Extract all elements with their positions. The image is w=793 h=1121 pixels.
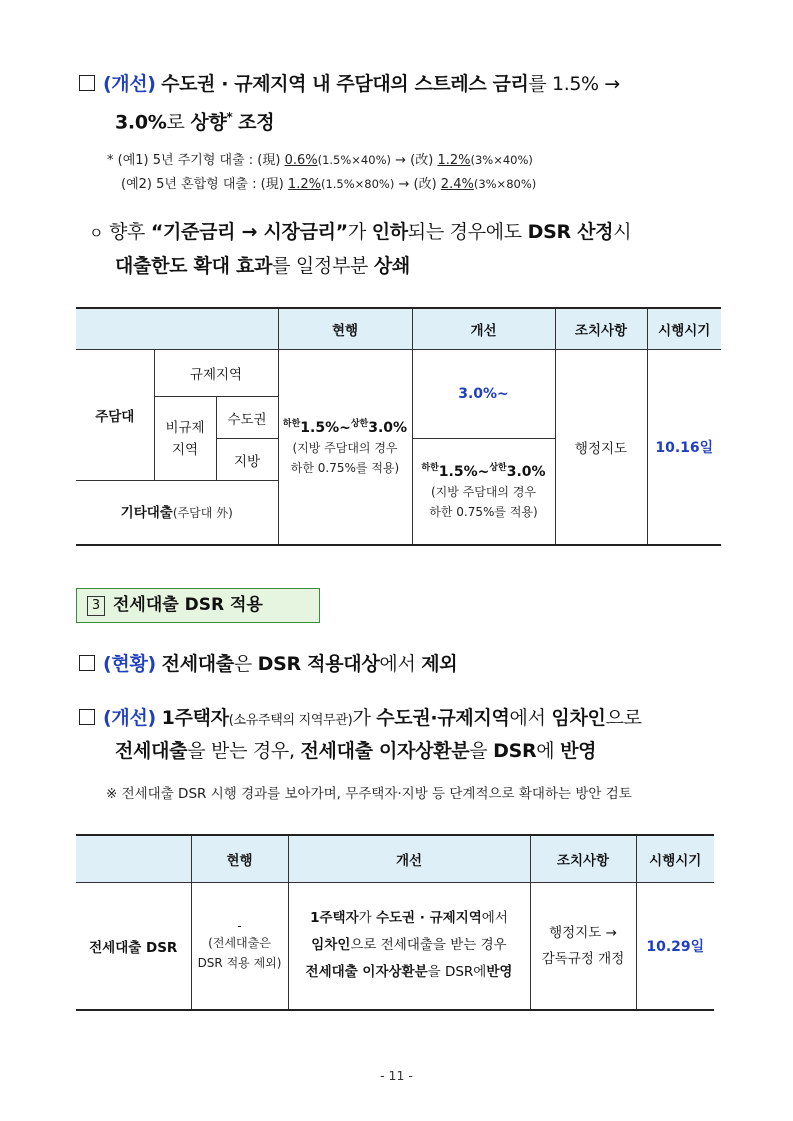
header-improved: 개선 [412, 308, 555, 350]
row-group-mortgage: 주담대 [76, 350, 154, 481]
text-adjust: 조정 [238, 111, 275, 134]
text: 에서 [509, 707, 546, 729]
ex2-current: 1.2% [287, 177, 321, 192]
item-improvement-jeonse-line2 [115, 737, 596, 765]
footnote-star: * [107, 153, 114, 168]
current-note: (전세대출은 DSR 적용 제외) [197, 935, 282, 970]
header-measure: 조치사항 [555, 308, 647, 350]
ex1-current: 0.6% [284, 153, 318, 168]
ex1-arrow: → (改) [395, 153, 434, 168]
tag-improvement: (개선) [103, 707, 156, 729]
cell-nonregulated: 비규제 지역 [154, 397, 216, 481]
text: 로 [166, 111, 185, 134]
header-measure: 조치사항 [530, 835, 636, 882]
header-current: 현행 [191, 835, 288, 882]
text-sub: (소유주택의 지역무관) [228, 713, 353, 728]
text-one-home: 1주택자 [161, 707, 229, 729]
checkbox-bullet-icon [79, 655, 95, 671]
text-region: 수도권·규제지역 [376, 707, 510, 729]
example-1 [107, 150, 533, 171]
improved-note: (지방 주담대의 경우 하한 0.75%를 적용) [429, 485, 538, 520]
item-title: 수도권 · 규제지역 내 주담대의 스트레스 금리 [161, 73, 529, 95]
tag-status: (현황) [103, 653, 156, 675]
label-upper: 상한 [350, 418, 369, 429]
text-rate-shift: “기준금리 → 시장금리” [150, 221, 348, 243]
text: 가 [347, 221, 366, 243]
text: 향후 [108, 221, 146, 243]
jeonse-dsr-table [76, 834, 714, 1011]
text-dsr-target: DSR 적용대상 [257, 653, 380, 675]
footnote-mark: * [226, 110, 233, 124]
text-interest: 전세대출 이자상환분 [305, 964, 428, 981]
stress-rate-table [76, 307, 721, 546]
cell-regulated-area: 규제지역 [154, 350, 278, 397]
text: 에서 [481, 910, 508, 927]
ex2-arrow: → (改) [398, 177, 437, 192]
rate-value: 3.0% [115, 111, 167, 134]
text: 을 [469, 740, 488, 762]
ex1-current-calc: (1.5%×40%) [317, 153, 391, 167]
section-heading [76, 588, 320, 623]
para-rate-cut-line2 [115, 252, 410, 280]
para-rate-cut [89, 218, 631, 247]
item-title-tail: 를 1.5% → [528, 73, 620, 95]
item-status [79, 650, 457, 678]
text: 되는 경우에도 [407, 221, 522, 243]
header-current: 현행 [278, 308, 412, 350]
text-offset: 상쇄 [373, 255, 410, 277]
item-improvement-jeonse [79, 704, 642, 735]
cell-date: 10.29일 [636, 882, 714, 1010]
ex2-label: (예2) 5년 혼합형 대출 : (現) [121, 177, 284, 192]
text-tenant: 임차인 [551, 707, 606, 729]
table-header-row [76, 835, 714, 882]
text-limit-effect: 대출한도 확대 효과 [115, 255, 273, 277]
section-number: 3 [87, 596, 105, 616]
value-lower: 1.5%~ [300, 419, 351, 436]
text-up: 상향 [190, 111, 227, 134]
example-2 [121, 174, 536, 195]
header-empty [76, 308, 278, 350]
text: 시 [613, 221, 632, 243]
text: 으로 [605, 707, 642, 729]
table-row [76, 350, 721, 397]
cell-other-loans [76, 481, 278, 545]
text: 을 받는 경우, [187, 740, 295, 762]
text-interest: 전세대출 이자상환분 [300, 740, 470, 762]
text-tenant: 임차인 [311, 937, 351, 954]
text: 를 일정부분 [272, 255, 369, 277]
label-upper: 상한 [489, 463, 507, 474]
text: 은 [233, 653, 252, 675]
cell-date: 10.16일 [647, 350, 721, 545]
ex2-new: 2.4% [440, 177, 474, 192]
text-jeonse: 전세대출 [115, 740, 188, 762]
header-date: 시행시기 [636, 835, 714, 882]
cell-improved [288, 882, 530, 1010]
other-loans-label: 기타대출 [120, 505, 173, 522]
page-number: - 11 - [380, 1068, 413, 1083]
tag-improvement: (개선) [103, 73, 156, 95]
section-title: 전세대출 DSR 적용 [113, 595, 263, 615]
text: 가 [352, 707, 371, 729]
cell-current [191, 882, 288, 1010]
value-upper: 3.0% [368, 419, 408, 436]
text-reflect: 반영 [486, 964, 513, 981]
cell-measure: 행정지도 [555, 350, 647, 545]
text: 을 DSR에 [427, 964, 487, 981]
cell-local: 지방 [216, 439, 278, 481]
cell-current-rate [278, 350, 412, 545]
item-improvement-stress-rate [79, 70, 729, 98]
table-row [76, 882, 714, 1010]
text-exclude: 제외 [421, 653, 458, 675]
value-upper: 3.0% [506, 464, 546, 481]
current-note: (지방 주담대의 경우 하한 0.75%를 적용) [290, 440, 400, 475]
ex2-new-calc: (3%×80%) [473, 177, 537, 191]
text: 에 [536, 740, 555, 762]
text-reflect: 반영 [560, 740, 597, 762]
ex2-current-calc: (1.5%×80%) [320, 177, 395, 191]
checkbox-bullet-icon [79, 75, 95, 91]
row-label: 전세대출 DSR [76, 882, 191, 1010]
label-lower: 하한 [282, 418, 301, 429]
current-dash: - [237, 918, 242, 933]
note-review: ※ 전세대출 DSR 시행 경과를 보아가며, 무주택자·지방 등 단계적으로 확대하는 방안 검토 [106, 786, 632, 802]
cell-improved-rate [412, 439, 555, 545]
ex1-new: 1.2% [437, 153, 471, 168]
item-line2 [115, 103, 274, 136]
circle-bullet-icon: ㅇ [89, 224, 104, 242]
header-date: 시행시기 [647, 308, 721, 350]
table-header-row [76, 308, 721, 350]
label-lower: 하한 [421, 463, 439, 474]
text-region: 수도권 · 규제지역 [375, 910, 482, 927]
ex1-label: (예1) 5년 주기형 대출 : (現) [117, 153, 281, 168]
text-dsr-calc: DSR 산정 [527, 221, 614, 243]
ex1-new-calc: (3%×40%) [470, 153, 533, 167]
cell-metro: 수도권 [216, 397, 278, 439]
header-empty [76, 835, 191, 882]
value-lower: 1.5%~ [438, 464, 490, 481]
text: 에서 [379, 653, 416, 675]
text-dsr: DSR [493, 740, 537, 762]
text: 으로 전세대출을 받는 경우 [350, 937, 507, 954]
text-jeonse: 전세대출 [161, 653, 234, 675]
header-improved: 개선 [288, 835, 530, 882]
text-one-home: 1주택자 [310, 910, 359, 927]
checkbox-bullet-icon [79, 709, 95, 725]
cell-measure: 행정지도 → 감독규정 개정 [530, 882, 636, 1010]
cell-improved-regulated: 3.0%~ [412, 350, 555, 439]
text: 가 [358, 910, 372, 927]
text-cut: 인하 [371, 221, 408, 243]
other-loans-sub: (주담대 外) [172, 506, 233, 521]
